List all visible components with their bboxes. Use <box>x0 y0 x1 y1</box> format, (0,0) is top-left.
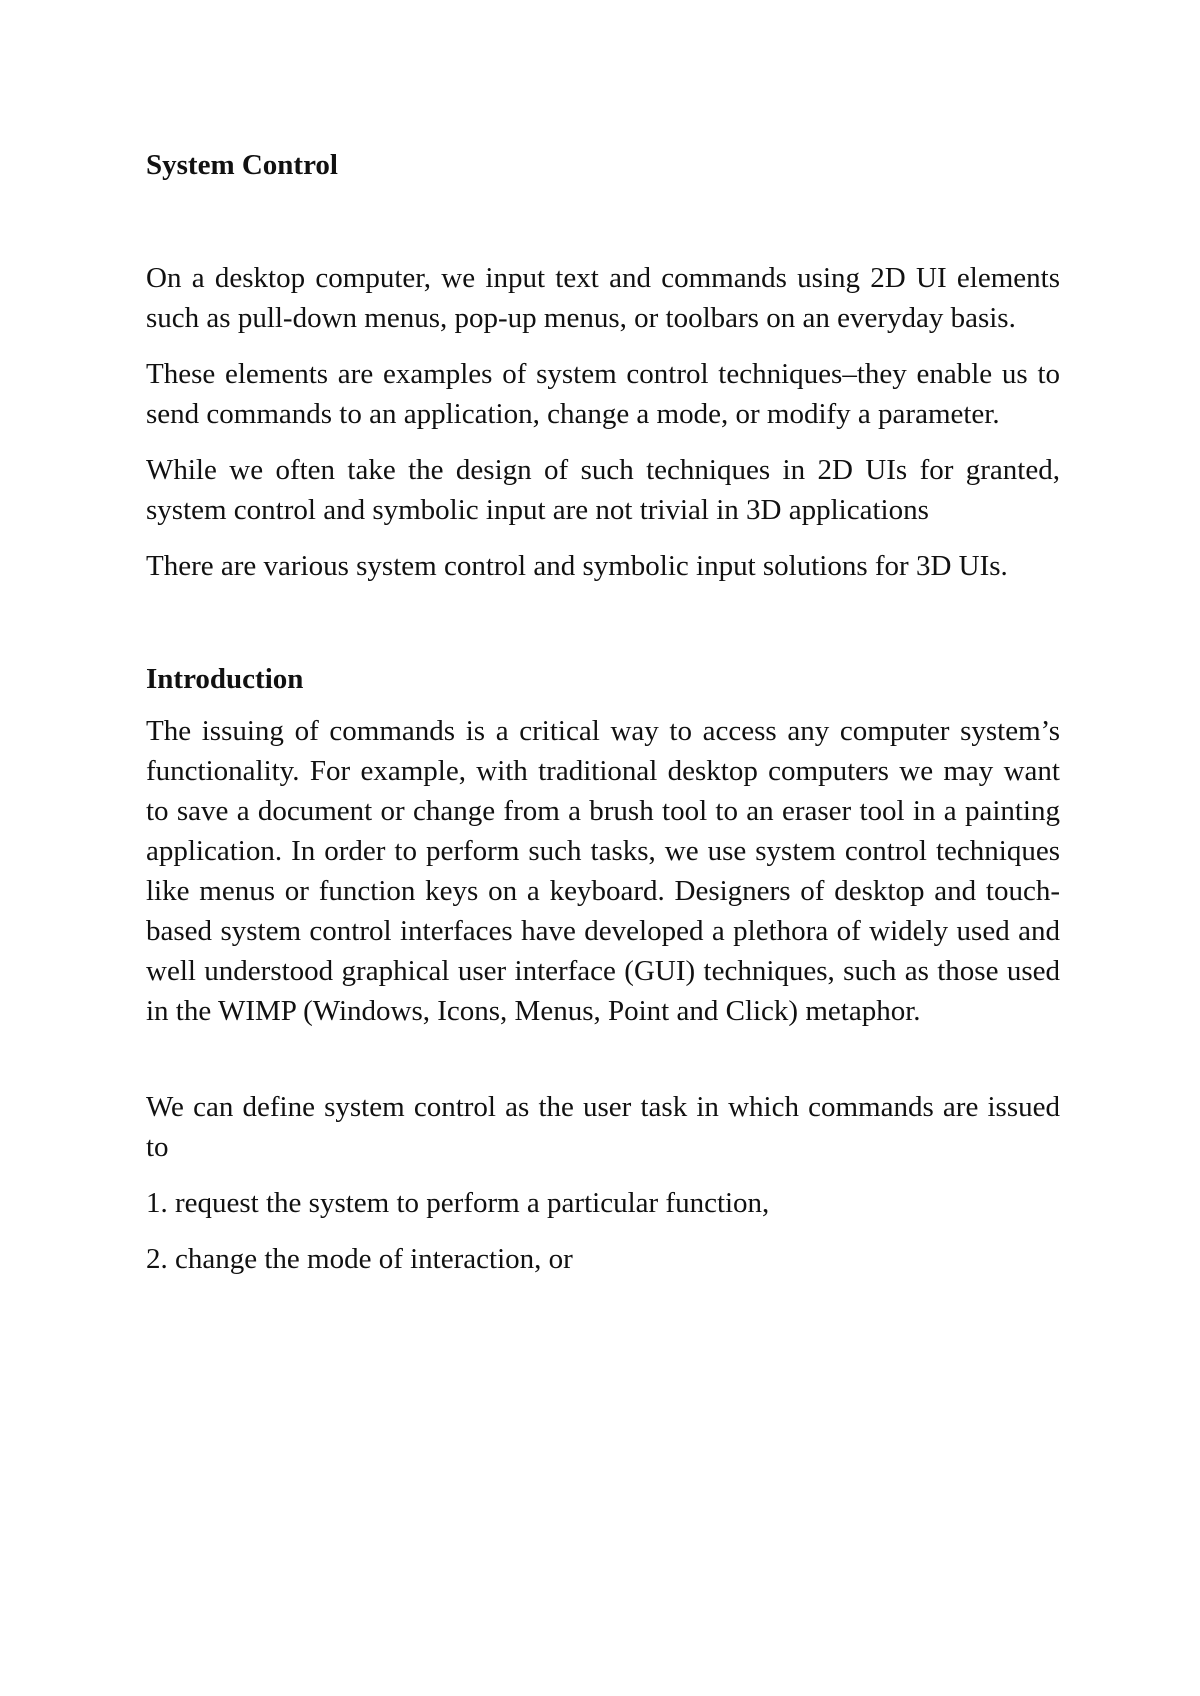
paragraph-issuing-commands: The issuing of commands is a critical way to access any computer system’s functionality. For example, with traditional desktop computers we may want to save a document or change from a brush tool to an eraser tool in a painting application. In order to perform such tasks, we use system control techniques like menus or function keys on a keyboard. Designers of desktop and touch-based system control interfaces have developed a plethora of widely used and well understood graphical user interface (GUI) techniques, such as those used in the WIMP (Windows, Icons, Menus, Point and Click) metaphor. <box>146 715 1060 1027</box>
list-item: 1. request the system to perform a particular function, <box>146 1187 770 1219</box>
section-heading-introduction: Introduction <box>146 663 304 695</box>
list-item: 2. change the mode of interaction, or <box>146 1243 573 1275</box>
paragraph-3d-challenges: While we often take the design of such techniques in 2D UIs for granted, system control and symbolic input are not trivial in 3D applications <box>146 454 1060 526</box>
paragraph-system-control-examples: These elements are examples of system control techniques–they enable us to send commands to an application, change a mode, or modify a parameter. <box>146 358 1060 430</box>
paragraph-definition: We can define system control as the user task in which commands are issued to <box>146 1091 1060 1163</box>
paragraph-3d-solutions: There are various system control and symbolic input solutions for 3D UIs. <box>146 550 1008 582</box>
document-title: System Control <box>146 149 338 181</box>
paragraph-desktop-input: On a desktop computer, we input text and commands using 2D UI elements such as pull-down menus, pop-up menus, or toolbars on an everyday basis. <box>146 262 1060 334</box>
text-column <box>146 145 1060 1279</box>
